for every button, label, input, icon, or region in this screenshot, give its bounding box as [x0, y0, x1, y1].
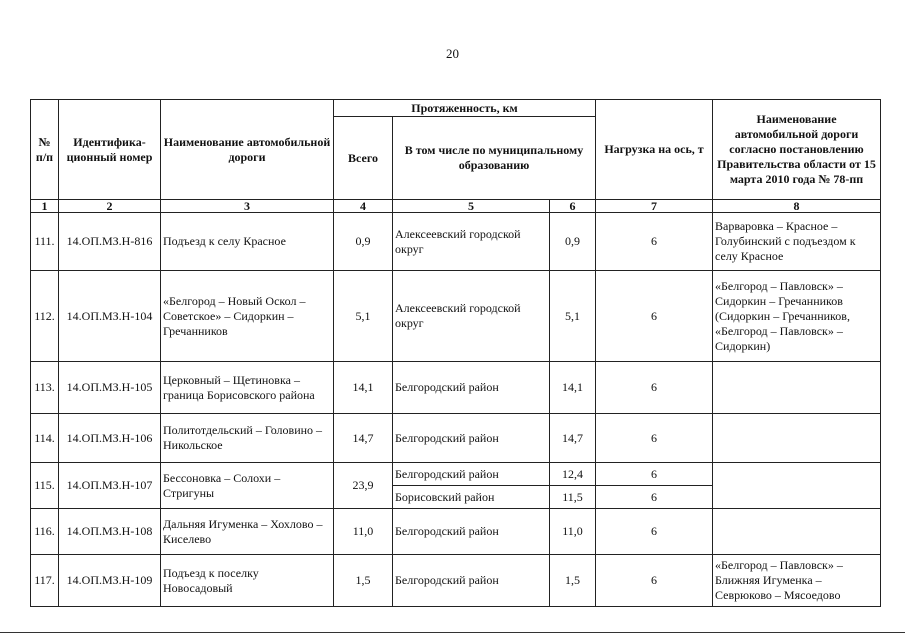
- column-number: 7: [596, 200, 713, 213]
- row-resolution-name: [713, 509, 881, 555]
- row-municipal-length: 1,5: [550, 555, 596, 607]
- row-total-length: 11,0: [334, 509, 393, 555]
- row-id: 14.ОП.МЗ.Н-108: [59, 509, 161, 555]
- table-header: [31, 100, 881, 213]
- table-row: [31, 463, 881, 486]
- row-axle-load: 6: [596, 414, 713, 463]
- row-number: 117.: [31, 555, 59, 607]
- header-resolution-name: Наименование автомобильной дороги согласно постановлению Правительства области от 15 марта 2010 года № 78-пп: [713, 100, 881, 200]
- header-axle-load: Нагрузка на ось, т: [596, 100, 713, 200]
- header-municipal: В том числе по муниципальному образованию: [393, 117, 596, 200]
- column-number: 5: [393, 200, 550, 213]
- row-axle-load: 6: [596, 213, 713, 271]
- row-resolution-name: «Белгород – Павловск» – Ближняя Игуменка – Севрюково – Мясоедово: [713, 555, 881, 607]
- row-axle-load: 6: [596, 509, 713, 555]
- row-axle-load: 6: [596, 271, 713, 362]
- row-municipal-length: 12,4: [550, 463, 596, 486]
- row-resolution-name: Варваровка – Красное – Голубинский с подъездом к селу Красное: [713, 213, 881, 271]
- row-total-length: 23,9: [334, 463, 393, 509]
- column-number: 1: [31, 200, 59, 213]
- table-row: [31, 362, 881, 414]
- column-number: 8: [713, 200, 881, 213]
- header-no: № п/п: [31, 100, 59, 200]
- row-municipality: Белгородский район: [393, 362, 550, 414]
- row-number: 116.: [31, 509, 59, 555]
- column-numbers-row: [31, 200, 881, 213]
- row-municipality: Борисовский район: [393, 486, 550, 509]
- row-resolution-name: [713, 362, 881, 414]
- column-number: 4: [334, 200, 393, 213]
- row-resolution-name: [713, 414, 881, 463]
- row-municipal-length: 0,9: [550, 213, 596, 271]
- row-municipality: Алексеевский городской округ: [393, 213, 550, 271]
- row-total-length: 5,1: [334, 271, 393, 362]
- row-municipal-length: 14,7: [550, 414, 596, 463]
- row-number: 115.: [31, 463, 59, 509]
- row-number: 113.: [31, 362, 59, 414]
- row-total-length: 14,1: [334, 362, 393, 414]
- row-total-length: 1,5: [334, 555, 393, 607]
- row-municipality: Белгородский район: [393, 414, 550, 463]
- header-road-name: Наименование автомобильной дороги: [161, 100, 334, 200]
- row-road-name: Подъезд к селу Красное: [161, 213, 334, 271]
- roads-table: [30, 99, 881, 607]
- row-number: 111.: [31, 213, 59, 271]
- row-id: 14.ОП.МЗ.Н-106: [59, 414, 161, 463]
- page-number: 20: [446, 46, 459, 61]
- row-total-length: 14,7: [334, 414, 393, 463]
- row-municipality: Алексеевский городской округ: [393, 271, 550, 362]
- row-axle-load: 6: [596, 555, 713, 607]
- row-id: 14.ОП.МЗ.Н-107: [59, 463, 161, 509]
- row-road-name: Политотдельский – Головино – Никольское: [161, 414, 334, 463]
- row-municipality: Белгородский район: [393, 463, 550, 486]
- row-road-name: Дальняя Игуменка – Хохлово – Киселево: [161, 509, 334, 555]
- row-axle-load: 6: [596, 463, 713, 486]
- row-axle-load: 6: [596, 486, 713, 509]
- table-row: [31, 555, 881, 607]
- header-total: Всего: [334, 117, 393, 200]
- header-id: Идентифика-ционный номер: [59, 100, 161, 200]
- row-resolution-name: [713, 463, 881, 509]
- row-road-name: Подъезд к поселку Новосадовый: [161, 555, 334, 607]
- column-number: 3: [161, 200, 334, 213]
- row-number: 112.: [31, 271, 59, 362]
- row-municipality: Белгородский район: [393, 509, 550, 555]
- table-row: [31, 414, 881, 463]
- row-road-name: Бессоновка – Солохи – Стригуны: [161, 463, 334, 509]
- row-number: 114.: [31, 414, 59, 463]
- row-id: 14.ОП.МЗ.Н-109: [59, 555, 161, 607]
- row-municipal-length: 11,5: [550, 486, 596, 509]
- column-number: 2: [59, 200, 161, 213]
- row-id: 14.ОП.МЗ.Н-105: [59, 362, 161, 414]
- column-number: 6: [550, 200, 596, 213]
- row-axle-load: 6: [596, 362, 713, 414]
- row-road-name: «Белгород – Новый Оскол – Советское» – Сидоркин – Гречанников: [161, 271, 334, 362]
- row-road-name: Церковный – Щетиновка – граница Борисовского района: [161, 362, 334, 414]
- row-total-length: 0,9: [334, 213, 393, 271]
- table-row: [31, 213, 881, 271]
- page-bottom-rule: [0, 632, 905, 633]
- row-municipality: Белгородский район: [393, 555, 550, 607]
- header-length-group: Протяженность, км: [334, 100, 596, 117]
- row-id: 14.ОП.МЗ.Н-816: [59, 213, 161, 271]
- row-id: 14.ОП.МЗ.Н-104: [59, 271, 161, 362]
- row-municipal-length: 14,1: [550, 362, 596, 414]
- table-row: [31, 509, 881, 555]
- row-municipal-length: 5,1: [550, 271, 596, 362]
- table-row: [31, 271, 881, 362]
- row-resolution-name: «Белгород – Павловск» – Сидоркин – Гречанников (Сидоркин – Гречанников, «Белгород – Павловск» – Сидоркин): [713, 271, 881, 362]
- row-municipal-length: 11,0: [550, 509, 596, 555]
